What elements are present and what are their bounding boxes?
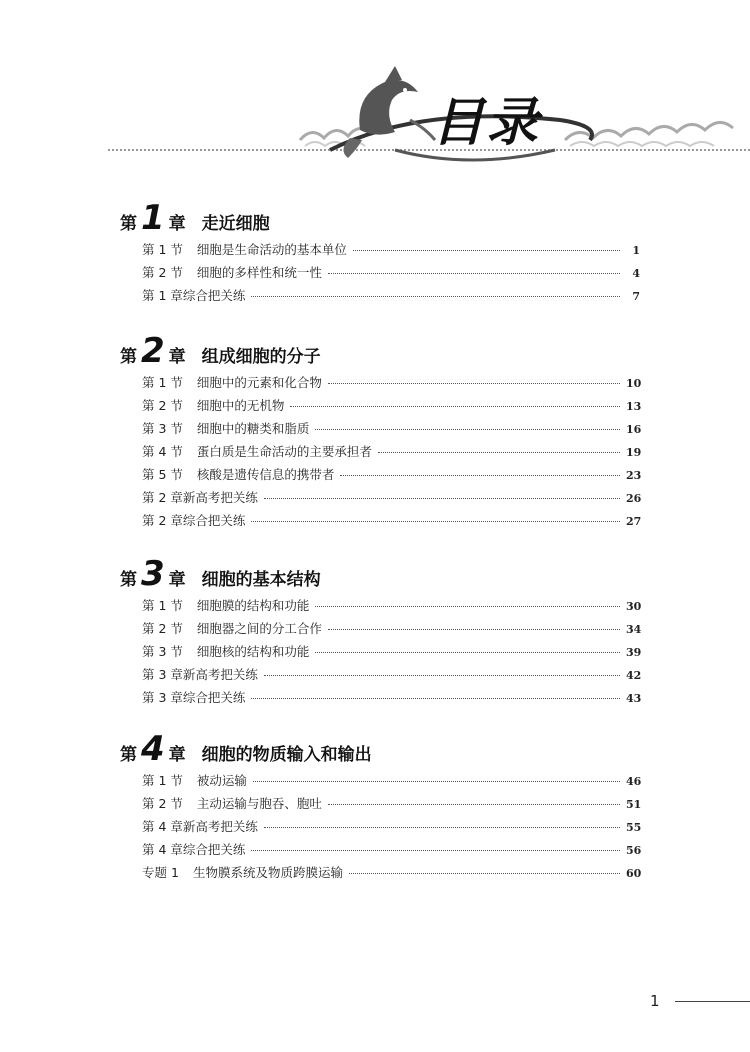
- dot-leader: [251, 698, 620, 699]
- page-number: 51: [626, 798, 642, 811]
- entry-title: 第 4 章新高考把关练: [142, 819, 258, 834]
- page-number: 16: [626, 423, 642, 436]
- dot-leader: [251, 521, 620, 522]
- section-number: 第 2 节: [142, 265, 183, 280]
- toc-entry[interactable]: [142, 442, 640, 465]
- section-number: 第 5 节: [142, 467, 183, 482]
- toc-header: [0, 0, 750, 175]
- chapter-prefix: 第: [120, 570, 137, 590]
- dot-leader: [328, 383, 620, 384]
- entry-title: 第 4 章综合把关练: [142, 842, 246, 857]
- chapter-number: 2: [141, 331, 165, 371]
- chapter-number: 1: [141, 198, 165, 238]
- chapter-heading: [120, 729, 640, 769]
- entry-title: 生物膜系统及物质跨膜运输: [192, 865, 343, 880]
- header-ornament-icon: [0, 0, 750, 175]
- page-number: 4: [632, 267, 640, 280]
- toc-entry[interactable]: [142, 794, 640, 817]
- page-number: 60: [626, 867, 642, 880]
- chapter-1: [120, 198, 640, 309]
- dot-leader: [290, 406, 620, 407]
- toc-entry[interactable]: [142, 286, 640, 309]
- page-number: 56: [626, 844, 642, 857]
- section-number: 第 2 节: [142, 796, 183, 811]
- entry-title: 第 2 章综合把关练: [142, 513, 246, 528]
- toc-entry[interactable]: [142, 619, 640, 642]
- dot-leader: [349, 873, 620, 874]
- dot-leader: [315, 606, 620, 607]
- dot-leader: [378, 452, 620, 453]
- entry-title: 细胞中的糖类和脂质: [196, 421, 310, 436]
- page-number: 26: [626, 492, 642, 505]
- toc-entry[interactable]: [142, 419, 640, 442]
- entry-title: 第 3 章新高考把关练: [142, 667, 258, 682]
- folio-page-number: 1: [650, 992, 660, 1010]
- dot-leader: [253, 781, 620, 782]
- entry-title: 细胞的多样性和统一性: [196, 265, 322, 280]
- chapter-3: [120, 554, 642, 711]
- entry-title: 核酸是遗传信息的携带者: [196, 467, 335, 482]
- chapter-prefix: 第: [120, 214, 137, 234]
- entry-title: 细胞器之间的分工合作: [196, 621, 322, 636]
- toc-entry[interactable]: [142, 688, 640, 711]
- chapter-number: 4: [141, 729, 165, 769]
- entry-title: 第 1 章综合把关练: [142, 288, 246, 303]
- chapter-suffix: 章: [168, 570, 186, 590]
- section-number: 第 3 节: [142, 644, 183, 659]
- footer-rule: [675, 1001, 750, 1002]
- entry-title: 细胞是生命活动的基本单位: [196, 242, 347, 257]
- page-number: 42: [626, 669, 642, 682]
- toc-entry[interactable]: [142, 840, 640, 863]
- entry-title: 细胞中的元素和化合物: [196, 375, 322, 390]
- chapter-number: 3: [141, 554, 165, 594]
- toc-entry[interactable]: [142, 511, 640, 534]
- entry-title: 第 2 章新高考把关练: [142, 490, 258, 505]
- dot-leader: [251, 850, 620, 851]
- page-title: 目录: [432, 93, 541, 153]
- chapter-suffix: 章: [168, 745, 186, 765]
- toc-entry[interactable]: [142, 396, 640, 419]
- page-number: 13: [626, 400, 642, 413]
- toc-entry[interactable]: [142, 488, 640, 511]
- toc-entry[interactable]: [142, 263, 640, 286]
- dot-leader: [315, 429, 620, 430]
- section-number: 第 1 节: [142, 375, 183, 390]
- toc-entry[interactable]: [142, 863, 640, 886]
- toc-entry[interactable]: [142, 465, 640, 488]
- chapter-title: 走近细胞: [201, 214, 270, 234]
- entry-title: 细胞核的结构和功能: [196, 644, 310, 659]
- page-number: 19: [626, 446, 642, 459]
- section-number: 专题 1: [142, 865, 179, 880]
- toc-entry[interactable]: [142, 642, 640, 665]
- page-number: 46: [626, 775, 642, 788]
- page-number: 34: [626, 623, 642, 636]
- dot-leader: [328, 804, 620, 805]
- chapter-2: [120, 331, 642, 534]
- chapter-suffix: 章: [168, 347, 186, 367]
- entry-title: 蛋白质是生命活动的主要承担者: [196, 444, 372, 459]
- chapter-4: [120, 729, 642, 886]
- toc-entry[interactable]: [142, 596, 640, 619]
- page-number: 43: [626, 692, 642, 705]
- chapter-prefix: 第: [120, 745, 137, 765]
- chapter-title: 组成细胞的分子: [201, 347, 321, 367]
- page-number: 7: [632, 290, 640, 303]
- chapter-heading: [120, 554, 640, 594]
- page-number: 10: [626, 377, 642, 390]
- toc-entry[interactable]: [142, 817, 640, 840]
- entry-title: 细胞膜的结构和功能: [196, 598, 310, 613]
- dot-leader: [328, 273, 620, 274]
- chapter-suffix: 章: [168, 214, 186, 234]
- page-number: 27: [626, 515, 642, 528]
- page-number: 23: [626, 469, 642, 482]
- section-number: 第 2 节: [142, 398, 183, 413]
- section-number: 第 2 节: [142, 621, 183, 636]
- dot-leader: [251, 296, 620, 297]
- dot-leader: [353, 250, 620, 251]
- toc-entry[interactable]: [142, 665, 640, 688]
- entry-title: 细胞中的无机物: [196, 398, 285, 413]
- chapter-heading: [120, 331, 640, 371]
- page-number: 30: [626, 600, 642, 613]
- entry-title: 主动运输与胞吞、胞吐: [196, 796, 322, 811]
- dot-leader: [264, 498, 620, 499]
- chapter-title: 细胞的基本结构: [201, 570, 321, 590]
- toc-entry[interactable]: [142, 240, 640, 263]
- page-number: 55: [626, 821, 642, 834]
- section-number: 第 1 节: [142, 242, 183, 257]
- chapter-prefix: 第: [120, 347, 137, 367]
- page-number: 1: [632, 244, 640, 257]
- section-number: 第 3 节: [142, 421, 183, 436]
- chapter-heading: [120, 198, 640, 238]
- section-number: 第 1 节: [142, 773, 183, 788]
- dot-leader: [315, 652, 620, 653]
- toc-entry[interactable]: [142, 373, 640, 396]
- dot-leader: [340, 475, 620, 476]
- entry-title: 被动运输: [196, 773, 247, 788]
- section-number: 第 1 节: [142, 598, 183, 613]
- page-number: 39: [626, 646, 642, 659]
- toc-entry[interactable]: [142, 771, 640, 794]
- section-number: 第 4 节: [142, 444, 183, 459]
- entry-title: 第 3 章综合把关练: [142, 690, 246, 705]
- dot-leader: [264, 675, 620, 676]
- dot-leader: [328, 629, 620, 630]
- chapter-title: 细胞的物质输入和输出: [201, 745, 372, 765]
- dot-leader: [264, 827, 620, 828]
